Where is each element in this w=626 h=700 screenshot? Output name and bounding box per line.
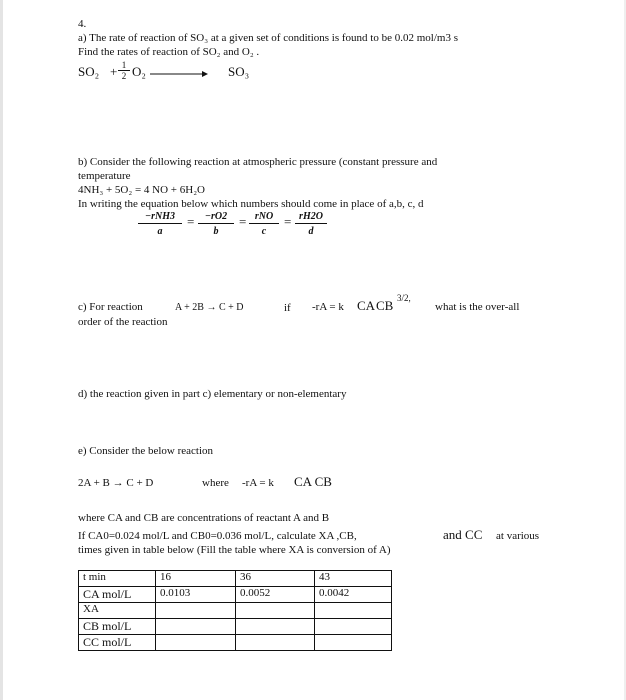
part-e-line1: e) Consider the below reaction <box>78 445 214 457</box>
part-c-rate-lhs: -rA = k <box>312 301 344 313</box>
part-a-line2: Find the rates of reaction of SO₂ and O₂ . <box>78 46 260 58</box>
fraction-h2o-den: d <box>308 225 314 237</box>
part-c-line2: order of the reaction <box>78 316 168 328</box>
table-row <box>79 571 392 587</box>
fraction-o2 <box>198 211 234 237</box>
part-e-where: where <box>202 477 229 489</box>
table-cell: CA mol/L <box>79 587 156 603</box>
table-cell: XA <box>79 603 156 619</box>
table-row <box>79 619 392 635</box>
fraction-nh3 <box>138 211 182 237</box>
fraction-nh3-den: a <box>157 225 163 237</box>
part-b-reaction: 4NH₃ + 5O₂ = 4 NO + 6H₂O <box>78 184 205 196</box>
part-b-line3: In writing the equation below which numbers should come in place of a,b, c, d <box>78 198 424 210</box>
half-numerator: 1 <box>118 60 130 71</box>
table-cell: 36 <box>236 571 315 587</box>
fraction-o2-den: b <box>213 225 219 237</box>
conversion-table <box>78 570 392 651</box>
table-cell <box>315 635 392 651</box>
equation-o2: O₂ <box>132 64 146 79</box>
part-b-line2: temperature <box>78 170 131 182</box>
part-b-line1: b) Consider the following reaction at atmospheric pressure (constant pressure and <box>78 156 438 168</box>
part-e-line3-part2: and CC <box>443 527 483 542</box>
half-denominator: 2 <box>121 71 127 82</box>
part-c-rate-ca: CA <box>357 298 376 313</box>
table-cell <box>236 635 315 651</box>
table-cell: 0.0042 <box>315 587 392 603</box>
table-cell <box>236 603 315 619</box>
equals-2: = <box>239 214 247 229</box>
table-cell: 0.0052 <box>236 587 315 603</box>
fraction-nh3-num: −rNH3 <box>138 211 182 224</box>
part-e-rate-rhs: CA CB <box>294 474 332 489</box>
table-cell <box>236 619 315 635</box>
table-cell <box>156 603 236 619</box>
one-half-fraction <box>118 60 130 82</box>
equation-so2: SO₂ <box>78 64 100 79</box>
part-e-line3-part3: at various <box>496 530 540 542</box>
part-e-line4: times given in table below (Fill the table where XA is conversion of A) <box>78 544 391 556</box>
table-cell: 0.0103 <box>156 587 236 603</box>
reaction-arrow-icon <box>150 70 208 78</box>
table-row <box>79 603 392 619</box>
table-row <box>79 635 392 651</box>
part-e-rate-lhs: -rA = k <box>242 477 274 489</box>
part-e-reaction: 2A + B → C + D <box>78 477 154 489</box>
page-edge-left <box>0 0 3 700</box>
table-cell: 16 <box>156 571 236 587</box>
table-cell: 43 <box>315 571 392 587</box>
part-e-line2: where CA and CB are concentrations of reactant A and B <box>78 512 330 524</box>
fraction-h2o-num: rH2O <box>295 211 327 224</box>
fraction-o2-num: −rO2 <box>198 211 234 224</box>
equals-3: = <box>284 214 292 229</box>
fraction-no <box>249 211 279 237</box>
equation-so3: SO₃ <box>228 64 250 79</box>
table-cell <box>156 635 236 651</box>
part-c-reaction: A + 2B → C + D <box>175 302 244 313</box>
part-c-if: if <box>284 302 291 314</box>
part-c-label: c) For reaction <box>78 301 143 313</box>
part-a-line1: a) The rate of reaction of SO₃ at a given set of conditions is found to be 0.02 mol/m3 s <box>78 32 458 44</box>
table-cell: CB mol/L <box>79 619 156 635</box>
equation-plus: + <box>110 64 118 79</box>
part-c-exponent: 3/2, <box>397 293 411 303</box>
fraction-no-den: c <box>261 225 267 237</box>
part-e-line3-part1: If CA0=0.024 mol/L and CB0=0.036 mol/L, calculate XA ,CB, <box>78 530 357 542</box>
equals-1: = <box>187 214 195 229</box>
problem-number: 4. <box>78 18 87 30</box>
table-cell <box>315 603 392 619</box>
part-c-question: what is the over-all <box>435 301 520 313</box>
table-cell: CC mol/L <box>79 635 156 651</box>
table-row <box>79 587 392 603</box>
fraction-h2o <box>295 211 327 237</box>
table-cell <box>315 619 392 635</box>
table-cell <box>156 619 236 635</box>
part-d-text: d) the reaction given in part c) elementary or non-elementary <box>78 388 347 400</box>
part-c-rate-cb: CB <box>376 298 394 313</box>
table-cell: t min <box>79 571 156 587</box>
fraction-no-num: rNO <box>249 211 279 224</box>
